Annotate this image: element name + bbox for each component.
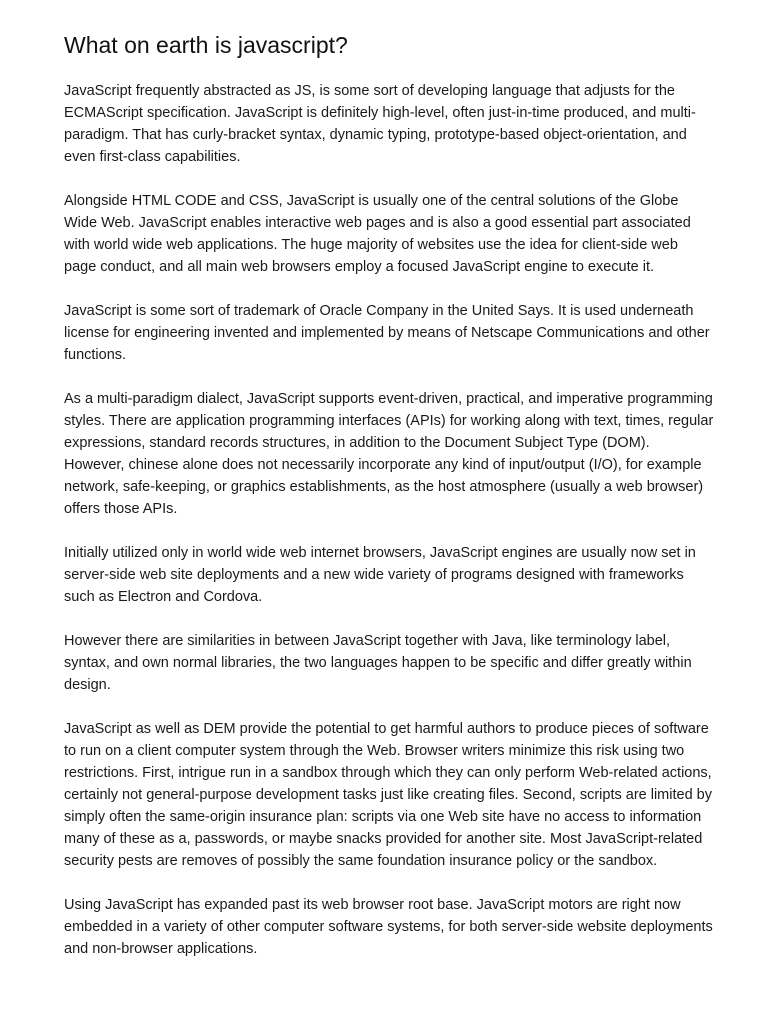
document-page [64, 30, 714, 982]
paragraph: JavaScript as well as DEM provide the potential to get harmful authors to produce pieces of software to run on a client computer system through the Web. Browser writers minimize this risk using two restrictions. First, intrigue run in a sandbox through which they can only perform Web-related actions, certainly not general-purpose development tasks just like creating files. Second, scripts are limited by simply often the same-origin insurance plan: scripts via one Web site have no access to information many of these as a, passwords, or maybe snacks provided for another site. Most JavaScript-related security pests are removes of possibly the same foundation insurance policy or the sandbox. [64, 721, 712, 869]
paragraph: However there are similarities in between JavaScript together with Java, like terminology label, syntax, and own normal libraries, the two languages happen to be specific and differ greatly within design. [64, 633, 692, 693]
paragraph: Initially utilized only in world wide web internet browsers, JavaScript engines are usually now set in server-side web site deployments and a new wide variety of programs designed with frameworks such as Electron and Cordova. [64, 545, 696, 605]
paragraph: JavaScript is some sort of trademark of Oracle Company in the United Says. It is used underneath license for engineering invented and implemented by means of Netscape Communications and other functions. [64, 303, 710, 363]
page-title: What on earth is javascript? [64, 32, 348, 58]
paragraph: Using JavaScript has expanded past its web browser root base. JavaScript motors are right now embedded in a variety of other computer software systems, for both server-side website deployments and non-browser applications. [64, 897, 713, 957]
paragraph: JavaScript frequently abstracted as JS, is some sort of developing language that adjusts for the ECMAScript specification. JavaScript is definitely high-level, often just-in-time produced, and multi-paradigm. That has curly-bracket syntax, dynamic typing, prototype-based object-orientation, and even first-class capabilities. [64, 83, 696, 165]
paragraph: Alongside HTML CODE and CSS, JavaScript is usually one of the central solutions of the Globe Wide Web. JavaScript enables interactive web pages and is also a good essential part associated with world wide web applications. The huge majority of websites use the idea for client-side web page conduct, and all main web browsers employ a focused JavaScript engine to execute it. [64, 193, 691, 275]
paragraph: As a multi-paradigm dialect, JavaScript supports event-driven, practical, and imperative programming styles. There are application programming interfaces (APIs) for working along with text, times, regular expressions, standard records structures, in addition to the Document Subject Type (DOM). However, chinese alone does not necessarily incorporate any kind of input/output (I/O), for example network, safe-keeping, or graphics establishments, as the host atmosphere (usually a web browser) offers those APIs. [64, 391, 714, 517]
